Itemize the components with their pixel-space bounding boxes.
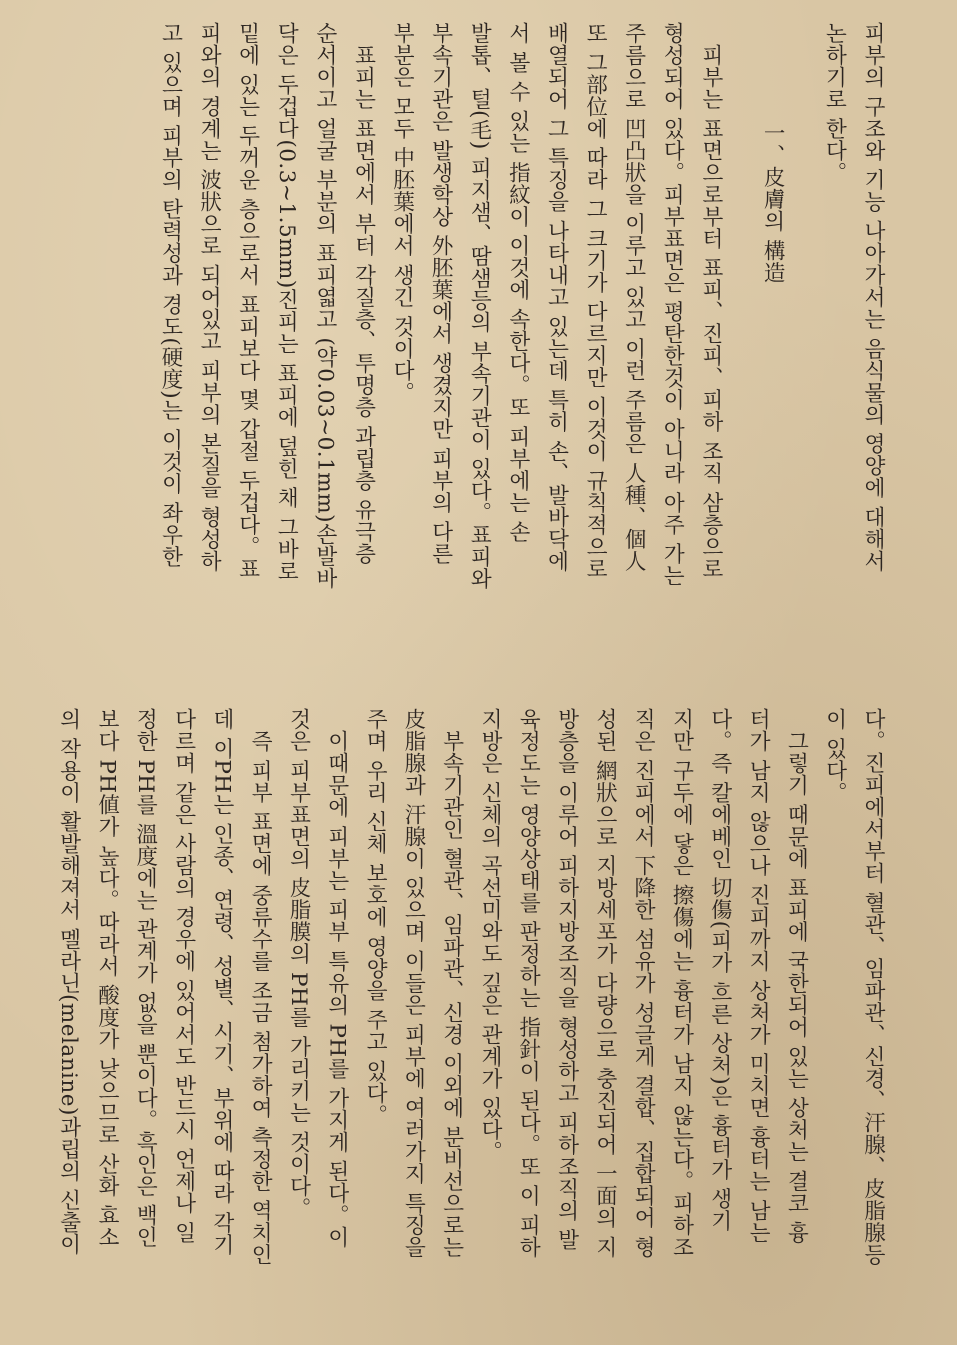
text-line: 육정도는 영양상태를 판정하는 指針이 된다。또 이 피하 bbox=[515, 708, 541, 1259]
text-line: 성된 網狀으로 지방세포가 다량으로 충진되어 一面의 지 bbox=[592, 708, 618, 1259]
text-line: 의 작용이 활발해져서 멜라닌(melanine)과립의 신출이 bbox=[56, 708, 82, 1256]
text-line: 그렇기 때문에 표피에 국한되어 있는 상처는 결코 흉 bbox=[783, 730, 809, 1244]
text-line: 皮脂腺과 汗腺이 있으며 이들은 피부에 여러가지 특징을 bbox=[400, 708, 426, 1259]
text-line: 보다 PH値가 높다。따라서 酸度가 낮으므로 산화 효소 bbox=[94, 708, 120, 1249]
text-line: 다르며 같은 사람의 경우에 있어서도 반드시 언제나 일 bbox=[171, 708, 197, 1244]
text-line: 피와의 경계는 波狀으로 되어있고 피부의 본질을 형성하 bbox=[196, 22, 222, 573]
text-line: 피부의 구조와 기능 나아가서는 음식물의 영양에 대해서 bbox=[860, 22, 886, 573]
text-line: 부속기관은 발생학상 外胚葉에서 생겼지만 피부의 다른 bbox=[428, 22, 454, 565]
text-line: 닥은 두겁다(0.3~1.5mm)진피는 표피에 덮힌 채 그바로 bbox=[273, 22, 299, 583]
section-heading: 一、皮膚의 構造 bbox=[760, 122, 786, 284]
text-line: 또 그部位에 따라 그 크기가 다르지만 이것이 규칙적으로 bbox=[582, 22, 608, 580]
text-line: 서 볼 수 있는 指紋이 이것에 속한다。또 피부에는 손 bbox=[505, 22, 531, 543]
text-line: 이 있다。 bbox=[822, 708, 848, 804]
text-line: 터가 남지 않으나 진피까지 상처가 미치면 흉터는 남는 bbox=[745, 708, 771, 1244]
text-line: 논하기로 한다。 bbox=[821, 22, 847, 184]
text-line: 주름으로 凹凸狀을 이루고 있고 이런 주름은 人種、個人 bbox=[621, 22, 647, 573]
text-line: 부속기관인 혈관、임파관、신경 이외에 분비선으로는 bbox=[439, 730, 465, 1259]
text-line: 배열되어 그 특징을 나타내고 있는데 특히 손、발바닥에 bbox=[543, 22, 569, 573]
text-line: 다。진피에서부터 혈관、임파관、신경、汗腺、皮脂腺등 bbox=[860, 708, 886, 1266]
text-line: 부분은 모두 中胚葉에서 생긴 것이다。 bbox=[389, 22, 415, 404]
text-line: 직은 진피에서 下降한 섬유가 성글게 결합、집합되어 형 bbox=[630, 708, 656, 1259]
text-line: 지만 구두에 닿은 擦傷에는 흉터가 남지 않는다。피하조 bbox=[669, 708, 694, 1259]
text-line: 발톱、털(毛) 피지샘、땀샘등의 부속기관이 있다。표피와 bbox=[466, 22, 492, 590]
text-line: 순서이고 얼굴 부분의 표피엷고 (약0.03~0.1mm)손발바 bbox=[312, 22, 338, 589]
text-line: 밑에 있는 두꺼운 층으로서 표피보다 몇 갑절 두겁다。표 bbox=[235, 22, 261, 580]
text-line: 피부는 표면으로부터 표피、진피、피하 조직 삼층으로 bbox=[698, 44, 724, 580]
text-line: 방층을 이루어 피하지방조직을 형성하고 피하조직의 발 bbox=[554, 708, 580, 1251]
text-line: 정한 PH를 溫度에는 관계가 없을 뿐이다。흑인은 백인 bbox=[132, 708, 158, 1249]
text-line: 표피는 표면에서 부터 각질층、투명층 과립층 유극층 bbox=[350, 44, 376, 565]
text-line: 지방은 신체의 곡선미와도 깊은 관계가 있다。 bbox=[477, 708, 503, 1163]
text-line: 고 있으며 피부의 탄력성과 경도(硬度)는 이것이 좌우한 bbox=[157, 22, 183, 568]
text-line: 이때문에 피부는 피부 특유의 PH를 가지게 된다。이 bbox=[324, 730, 350, 1249]
text-line: 데 이PH는 인종、연령、성별、시기、부위에 따라 각기 bbox=[209, 708, 235, 1256]
text-line: 것은 피부표면의 皮脂膜의 PH를 가리키는 것이다。 bbox=[286, 708, 311, 1219]
text-line: 주며 우리 신체 보호에 영양을 주고 있다。 bbox=[362, 708, 388, 1127]
text-line: 다。즉 칼에베인 切傷(피가 흐른 상처)은 흉터가 생기 bbox=[707, 708, 733, 1232]
text-line: 형성되어 있다。피부표면은 평탄한것이 아니라 아주 가는 bbox=[659, 22, 685, 587]
text-line: 즉 피부 표면에 중류수를 조금 첨가하여 측정한 역치인 bbox=[247, 730, 273, 1266]
